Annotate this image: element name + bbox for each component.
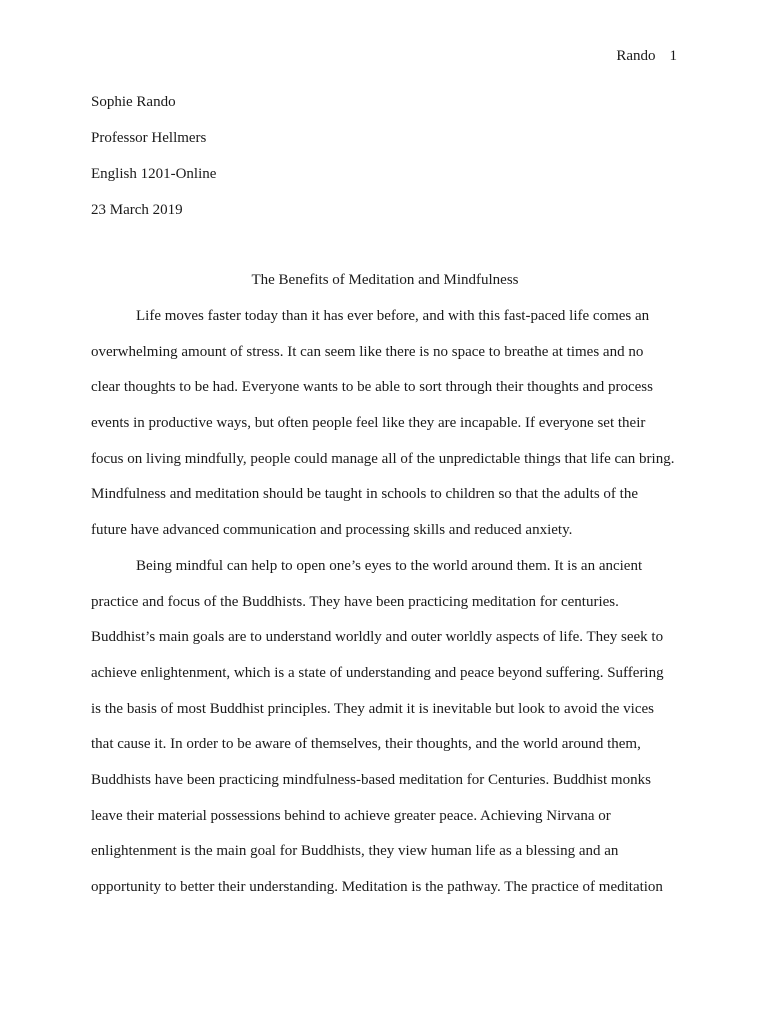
paragraph-1-line-1: Life moves faster today than it has ever before, and with this fast-paced life comes an: [136, 308, 650, 324]
author-name: Sophie Rando: [91, 94, 176, 110]
paragraph-1-line-7: future have advanced communication and processing skills and reduced anxiety.: [91, 522, 573, 539]
page-number: 1: [669, 48, 677, 64]
paragraph-2-line-4: achieve enlightenment, which is a state of understanding and peace beyond suffering. Suffering: [91, 664, 664, 681]
essay-title: The Benefits of Meditation and Mindfulness: [251, 272, 519, 288]
paragraph-2-line-8: leave their material possessions behind to achieve greater peace. Achieving Nirvana or: [91, 807, 611, 824]
instructor-name: Professor Hellmers: [91, 130, 207, 146]
paragraph-1-line-5: focus on living mindfully, people could manage all of the unpredictable things that life can bring.: [91, 450, 675, 467]
paragraph-2-line-7: Buddhists have been practicing mindfulness-based meditation for Centuries. Buddhist monks: [91, 771, 651, 788]
course-name: English 1201-Online: [91, 166, 217, 182]
running-head: [616, 46, 677, 66]
paragraph-2-line-3: Buddhist’s main goals are to understand worldly and outer worldly aspects of life. They seek to: [91, 629, 664, 646]
essay-body: [91, 306, 679, 913]
paragraph-2-line-2: practice and focus of the Buddhists. They have been practicing meditation for centuries.: [91, 593, 619, 610]
submission-date: 23 March 2019: [91, 202, 183, 218]
mla-heading: [91, 92, 679, 236]
paragraph-2-line-6: that cause it. In order to be aware of themselves, their thoughts, and the world around them,: [91, 736, 641, 753]
paragraph-1-line-2: overwhelming amount of stress. It can seem like there is no space to breathe at times and no: [91, 343, 644, 360]
running-head-surname: Rando: [616, 48, 656, 64]
paragraph-2-line-10: opportunity to better their understanding. Meditation is the pathway. The practice of meditation: [91, 879, 663, 895]
paragraph-2-line-5: is the basis of most Buddhist principles. They admit it is inevitable but look to avoid the vices: [91, 700, 654, 717]
paragraph-1-line-6: Mindfulness and meditation should be taught in schools to children so that the adults of the: [91, 486, 639, 503]
paragraph-2-line-1: Being mindful can help to open one’s eyes to the world around them. It is an ancient: [136, 557, 643, 574]
paragraph-2-line-9: enlightenment is the main goal for Buddhists, they view human life as a blessing and an: [91, 843, 619, 860]
paragraph-1-line-3: clear thoughts to be had. Everyone wants to be able to sort through their thoughts and process: [91, 379, 653, 396]
paragraph-1-line-4: events in productive ways, but often people feel like they are incapable. If everyone set their: [91, 415, 646, 432]
